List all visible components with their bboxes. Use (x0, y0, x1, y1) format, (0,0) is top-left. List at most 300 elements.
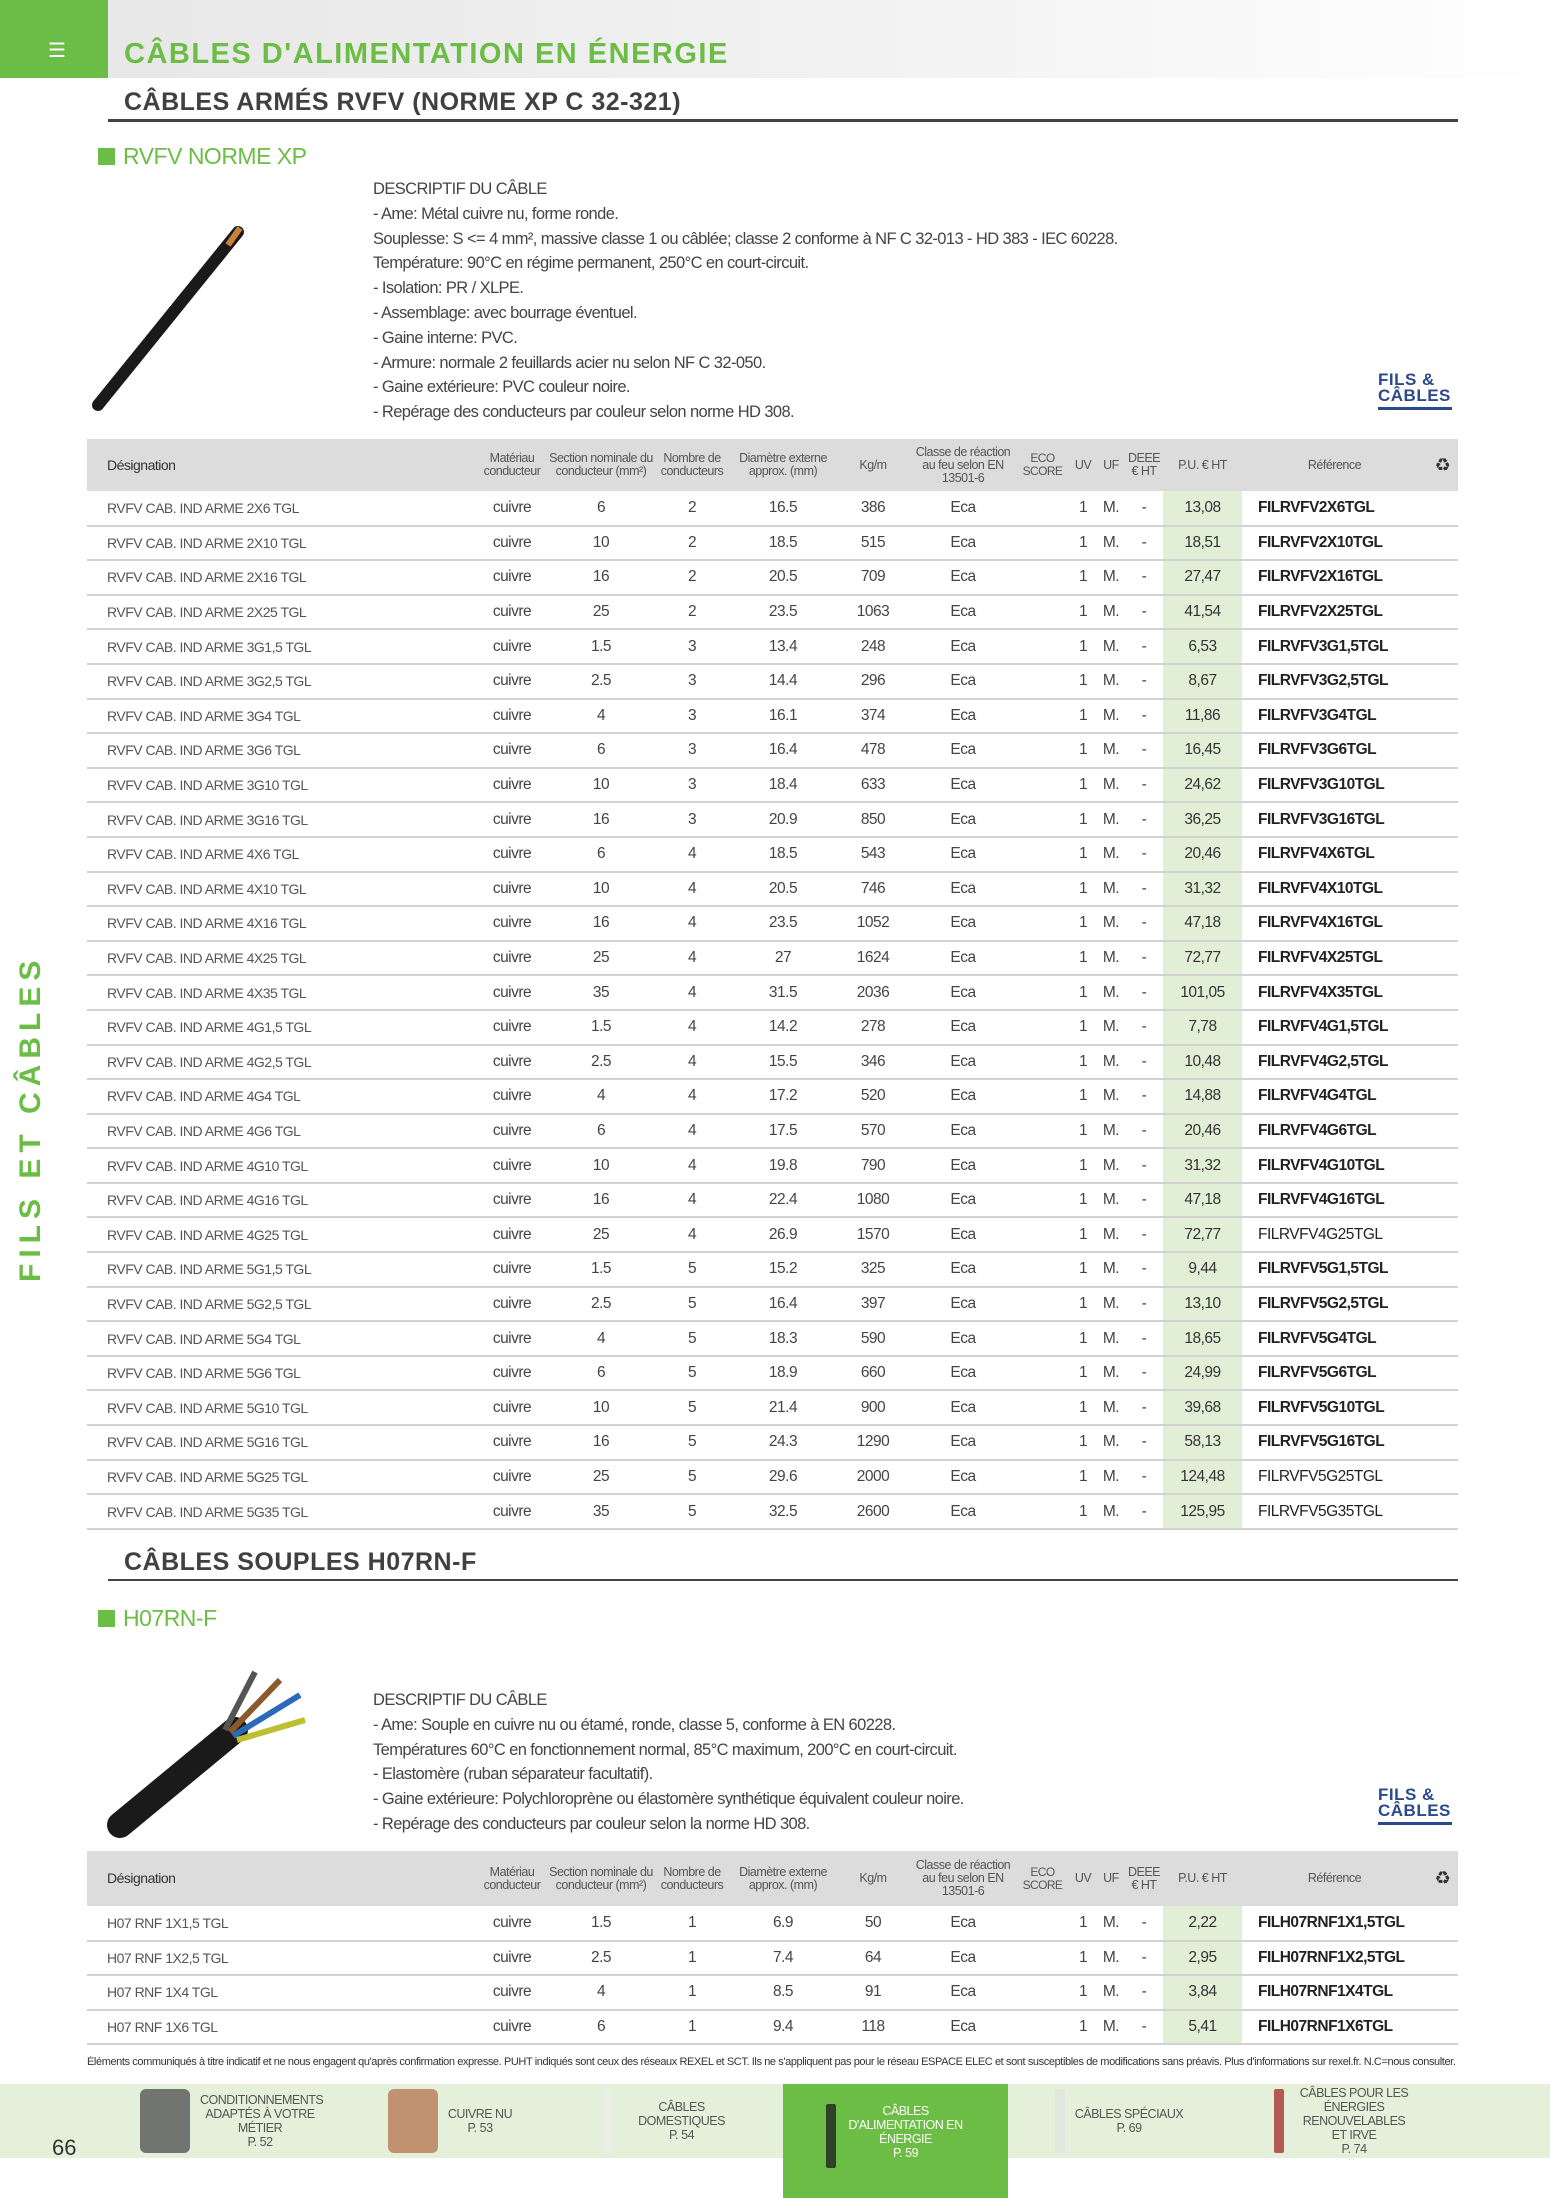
cell-uv: 1 (1069, 1079, 1097, 1114)
menu-block[interactable] (0, 0, 108, 78)
table-row[interactable] (87, 768, 1458, 803)
cell-uv: 1 (1069, 1287, 1097, 1322)
footer-item-label: CÂBLES D'ALIMENTATION EN ÉNERGIE (848, 2104, 963, 2146)
cell-count: 5 (654, 1356, 730, 1391)
cell-designation: RVFV CAB. IND ARME 3G4 TGL (87, 699, 476, 734)
cell-fire-class: Eca (910, 1183, 1016, 1218)
cell-deee: - (1125, 1425, 1163, 1460)
table-row[interactable] (87, 629, 1458, 664)
cell-deee: - (1125, 1252, 1163, 1287)
table-row[interactable] (87, 1114, 1458, 1149)
table-row[interactable] (87, 837, 1458, 872)
cell-diameter: 23.5 (730, 906, 836, 941)
cell-empty (1427, 1114, 1458, 1149)
cell-diameter: 15.5 (730, 1045, 836, 1080)
cell-weight: 570 (836, 1114, 910, 1149)
cell-designation: RVFV CAB. IND ARME 4X35 TGL (87, 975, 476, 1010)
description-line: - Ame: Souple en cuivre nu ou étamé, ronde, classe 5, conforme à EN 60228. (373, 1715, 896, 1734)
table-row[interactable] (87, 1390, 1458, 1425)
cell-price: 24,99 (1163, 1356, 1242, 1391)
table-row[interactable] (87, 2010, 1458, 2045)
cell-price: 9,44 (1163, 1252, 1242, 1287)
cell-weight: 325 (836, 1252, 910, 1287)
footer-item-thumbnail (826, 2104, 836, 2168)
cell-uf: M. (1097, 560, 1125, 595)
cell-uv: 1 (1069, 2010, 1097, 2045)
cell-count: 5 (654, 1425, 730, 1460)
cell-reference[interactable]: FILH07RNF1X2,5TGL (1242, 1941, 1427, 1976)
cell-reference[interactable]: FILRVFV3G16TGL (1242, 802, 1427, 837)
cell-reference[interactable]: FILRVFV5G35TGL (1242, 1494, 1427, 1529)
table-row[interactable] (87, 560, 1458, 595)
table-row[interactable] (87, 526, 1458, 561)
cable-icon: ☰ (48, 40, 66, 62)
cell-uv: 1 (1069, 1252, 1097, 1287)
cell-deee: - (1125, 906, 1163, 941)
description-line: - Gaine extérieure: Polychloroprène ou élastomère synthétique équivalent couleur noire. (373, 1790, 964, 1809)
cell-diameter: 14.4 (730, 664, 836, 699)
cell-weight: 660 (836, 1356, 910, 1391)
cell-section: 6 (548, 2010, 654, 2045)
cell-material: cuivre (476, 1148, 548, 1183)
cell-count: 4 (654, 1010, 730, 1045)
cell-reference[interactable]: FILRVFV3G10TGL (1242, 768, 1427, 803)
disclaimer: Éléments communiqués à titre indicatif et ne nous engagent qu'après confirmation expresse. PUHT indiqués sont ceux des réseaux REXEL et SCT. Ils ne s'appliquent pas pour le réseau ESPACE ELEC et sont susceptibles de modifications sans préavis. Plus d'informations sur rexel.fr. N.C=nous consulter. (87, 2056, 1456, 2068)
cell-material: cuivre (476, 802, 548, 837)
cell-diameter: 13.4 (730, 629, 836, 664)
cell-material: cuivre (476, 526, 548, 561)
cell-price: 72,77 (1163, 1217, 1242, 1252)
cell-designation: RVFV CAB. IND ARME 2X25 TGL (87, 595, 476, 630)
cell-uv: 1 (1069, 1906, 1097, 1941)
cell-fire-class: Eca (910, 664, 1016, 699)
cell-fire-class: Eca (910, 629, 1016, 664)
table-header (87, 439, 1458, 491)
cell-weight: 790 (836, 1148, 910, 1183)
table-row[interactable] (87, 699, 1458, 734)
cell-uf: M. (1097, 629, 1125, 664)
table-row[interactable] (87, 872, 1458, 907)
cell-diameter: 20.5 (730, 560, 836, 595)
cell-uv: 1 (1069, 906, 1097, 941)
cell-count: 5 (654, 1321, 730, 1356)
cell-diameter: 16.1 (730, 699, 836, 734)
cell-diameter: 9.4 (730, 2010, 836, 2045)
table-row[interactable] (87, 1183, 1458, 1218)
cell-eco-score (1016, 1460, 1069, 1495)
cell-count: 5 (654, 1287, 730, 1322)
cell-eco-score (1016, 1217, 1069, 1252)
cell-price: 13,08 (1163, 491, 1242, 526)
cell-eco-score (1016, 906, 1069, 941)
footer-item-text (622, 2100, 742, 2142)
cell-count: 2 (654, 526, 730, 561)
cell-section: 16 (548, 1425, 654, 1460)
cell-price: 2,95 (1163, 1941, 1242, 1976)
section2-heading: CÂBLES SOUPLES H07RN-F (124, 1548, 477, 1576)
column-header-diameter: Diamètre externe approx. (mm) (730, 439, 836, 491)
footer-item-text (200, 2093, 324, 2149)
cell-weight: 1570 (836, 1217, 910, 1252)
table-row[interactable] (87, 1356, 1458, 1391)
cell-eco-score (1016, 699, 1069, 734)
cell-price: 6,53 (1163, 629, 1242, 664)
column-header-price: P.U. € HT (1163, 439, 1242, 491)
cell-section: 4 (548, 1975, 654, 2010)
table-row[interactable] (87, 1217, 1458, 1252)
cell-section: 4 (548, 1321, 654, 1356)
cell-uv: 1 (1069, 491, 1097, 526)
cell-reference[interactable]: FILRVFV3G2,5TGL (1242, 664, 1427, 699)
cell-weight: 397 (836, 1287, 910, 1322)
cell-designation: RVFV CAB. IND ARME 4X16 TGL (87, 906, 476, 941)
cell-count: 2 (654, 491, 730, 526)
cell-reference[interactable]: FILRVFV4X25TGL (1242, 941, 1427, 976)
table-row[interactable] (87, 1494, 1458, 1529)
cell-price: 8,67 (1163, 664, 1242, 699)
cell-reference[interactable]: FILRVFV4G16TGL (1242, 1183, 1427, 1218)
cell-uv: 1 (1069, 664, 1097, 699)
cell-section: 1.5 (548, 629, 654, 664)
column-header-count: Nombre de conducteurs (654, 439, 730, 491)
cell-deee: - (1125, 664, 1163, 699)
table-row[interactable] (87, 491, 1458, 526)
cell-fire-class: Eca (910, 1390, 1016, 1425)
cell-deee: - (1125, 1183, 1163, 1218)
cell-material: cuivre (476, 733, 548, 768)
cell-diameter: 26.9 (730, 1217, 836, 1252)
column-header-material: Matériau conducteur (476, 1851, 548, 1906)
cell-designation: RVFV CAB. IND ARME 5G2,5 TGL (87, 1287, 476, 1322)
cell-fire-class: Eca (910, 1045, 1016, 1080)
cell-count: 2 (654, 560, 730, 595)
cell-uf: M. (1097, 1494, 1125, 1529)
cell-diameter: 16.5 (730, 491, 836, 526)
cell-reference[interactable]: FILRVFV4G6TGL (1242, 1114, 1427, 1149)
cell-empty (1427, 1425, 1458, 1460)
cell-uv: 1 (1069, 941, 1097, 976)
cell-uv: 1 (1069, 1217, 1097, 1252)
cell-section: 35 (548, 975, 654, 1010)
cell-diameter: 31.5 (730, 975, 836, 1010)
cell-eco-score (1016, 1941, 1069, 1976)
cell-material: cuivre (476, 1460, 548, 1495)
table-row[interactable] (87, 1079, 1458, 1114)
cell-diameter: 8.5 (730, 1975, 836, 2010)
cell-weight: 346 (836, 1045, 910, 1080)
table-row[interactable] (87, 802, 1458, 837)
cell-deee: - (1125, 1460, 1163, 1495)
cell-weight: 2000 (836, 1460, 910, 1495)
column-header-uv: UV (1069, 439, 1097, 491)
cell-uv: 1 (1069, 1010, 1097, 1045)
cell-reference[interactable]: FILRVFV4X6TGL (1242, 837, 1427, 872)
table-row[interactable] (87, 1287, 1458, 1322)
footer-item-label: CÂBLES POUR LES ÉNERGIES RENOUVELABLES ET IRVE (1299, 2086, 1409, 2142)
cell-uf: M. (1097, 975, 1125, 1010)
column-header-section: Section nominale du conducteur (mm²) (548, 1851, 654, 1906)
cell-reference[interactable]: FILRVFV3G6TGL (1242, 733, 1427, 768)
cell-reference[interactable]: FILRVFV5G2,5TGL (1242, 1287, 1427, 1322)
cell-weight: 633 (836, 768, 910, 803)
cell-reference[interactable]: FILH07RNF1X1,5TGL (1242, 1906, 1427, 1941)
description-line: - Ame: Métal cuivre nu, forme ronde. (373, 204, 619, 223)
cell-count: 4 (654, 837, 730, 872)
footer-nav-item[interactable] (1008, 2084, 1230, 2158)
cell-uf: M. (1097, 491, 1125, 526)
cell-section: 16 (548, 802, 654, 837)
cell-uf: M. (1097, 1079, 1125, 1114)
cell-designation: RVFV CAB. IND ARME 4X6 TGL (87, 837, 476, 872)
cell-count: 3 (654, 733, 730, 768)
cell-reference[interactable]: FILRVFV4G4TGL (1242, 1079, 1427, 1114)
cell-empty (1427, 802, 1458, 837)
table-row[interactable] (87, 906, 1458, 941)
cell-diameter: 24.3 (730, 1425, 836, 1460)
column-header-fire-class: Classe de réaction au feu selon EN 13501-6 (910, 1851, 1016, 1906)
cell-designation: RVFV CAB. IND ARME 2X16 TGL (87, 560, 476, 595)
cell-diameter: 21.4 (730, 1390, 836, 1425)
cell-deee: - (1125, 1494, 1163, 1529)
description-line: DESCRIPTIF DU CÂBLE (373, 1691, 547, 1709)
cell-fire-class: Eca (910, 1217, 1016, 1252)
cell-empty (1427, 837, 1458, 872)
cell-uf: M. (1097, 1390, 1125, 1425)
cell-reference[interactable]: FILRVFV4G25TGL (1242, 1217, 1427, 1252)
footer-item-label: CÂBLES SPÉCIAUX (1074, 2107, 1184, 2121)
cell-diameter: 17.2 (730, 1079, 836, 1114)
cell-designation: RVFV CAB. IND ARME 4G16 TGL (87, 1183, 476, 1218)
section1-subheading (98, 143, 307, 170)
cell-empty (1427, 768, 1458, 803)
cell-designation: RVFV CAB. IND ARME 5G25 TGL (87, 1460, 476, 1495)
cell-fire-class: Eca (910, 1941, 1016, 1976)
cell-reference[interactable]: FILRVFV4G1,5TGL (1242, 1010, 1427, 1045)
cell-price: 31,32 (1163, 872, 1242, 907)
column-header-uv: UV (1069, 1851, 1097, 1906)
cell-deee: - (1125, 872, 1163, 907)
cell-designation: RVFV CAB. IND ARME 5G6 TGL (87, 1356, 476, 1391)
cell-empty (1427, 1045, 1458, 1080)
cell-eco-score (1016, 1114, 1069, 1149)
cell-deee: - (1125, 1975, 1163, 2010)
cell-reference[interactable]: FILRVFV3G4TGL (1242, 699, 1427, 734)
cell-fire-class: Eca (910, 1010, 1016, 1045)
cell-reference[interactable]: FILRVFV5G6TGL (1242, 1356, 1427, 1391)
cell-section: 16 (548, 1183, 654, 1218)
table-row[interactable] (87, 595, 1458, 630)
cell-reference[interactable]: FILRVFV5G25TGL (1242, 1460, 1427, 1495)
cell-fire-class: Eca (910, 1079, 1016, 1114)
cell-eco-score (1016, 768, 1069, 803)
cell-empty (1427, 1321, 1458, 1356)
cell-fire-class: Eca (910, 802, 1016, 837)
footer-item-label: CUIVRE NU (447, 2107, 513, 2121)
column-header-fire-class: Classe de réaction au feu selon EN 13501-6 (910, 439, 1016, 491)
table-header (87, 1851, 1458, 1906)
footer-item-label: CONDITIONNEMENTS ADAPTÉS À VOTRE MÉTIER (200, 2093, 324, 2135)
cell-weight: 478 (836, 733, 910, 768)
column-header-eco-score: ECO SCORE (1016, 1851, 1069, 1906)
cell-section: 35 (548, 1494, 654, 1529)
cell-section: 25 (548, 1460, 654, 1495)
table-row[interactable] (87, 1906, 1458, 1941)
description-line: - Repérage des conducteurs par couleur selon norme HD 308. (373, 403, 795, 422)
column-header-weight: Kg/m (836, 439, 910, 491)
cell-designation: RVFV CAB. IND ARME 5G4 TGL (87, 1321, 476, 1356)
cell-section: 1.5 (548, 1906, 654, 1941)
page-title: CÂBLES D'ALIMENTATION EN ÉNERGIE (124, 38, 729, 70)
cell-eco-score (1016, 1975, 1069, 2010)
cell-reference[interactable]: FILRVFV5G10TGL (1242, 1390, 1427, 1425)
table-row[interactable] (87, 941, 1458, 976)
cell-weight: 515 (836, 526, 910, 561)
subheading-text: H07RN-F (123, 1605, 217, 1631)
cell-fire-class: Eca (910, 1975, 1016, 2010)
cell-material: cuivre (476, 1321, 548, 1356)
cell-reference[interactable]: FILRVFV5G1,5TGL (1242, 1252, 1427, 1287)
cell-material: cuivre (476, 560, 548, 595)
table-row[interactable] (87, 1148, 1458, 1183)
cell-deee: - (1125, 733, 1163, 768)
table-row[interactable] (87, 1321, 1458, 1356)
cell-empty (1427, 1356, 1458, 1391)
cell-diameter: 22.4 (730, 1183, 836, 1218)
table-row[interactable] (87, 733, 1458, 768)
cell-fire-class: Eca (910, 491, 1016, 526)
cell-reference[interactable]: FILRVFV5G4TGL (1242, 1321, 1427, 1356)
cell-weight: 709 (836, 560, 910, 595)
cell-eco-score (1016, 733, 1069, 768)
cell-section: 10 (548, 1390, 654, 1425)
cell-deee: - (1125, 1045, 1163, 1080)
description-line: - Assemblage: avec bourrage éventuel. (373, 303, 637, 322)
cell-designation: RVFV CAB. IND ARME 3G16 TGL (87, 802, 476, 837)
cell-reference[interactable]: FILRVFV4X16TGL (1242, 906, 1427, 941)
footer-item-text (448, 2107, 512, 2135)
cell-section: 6 (548, 733, 654, 768)
cell-reference[interactable]: FILRVFV4X35TGL (1242, 975, 1427, 1010)
cell-price: 16,45 (1163, 733, 1242, 768)
cell-fire-class: Eca (910, 1356, 1016, 1391)
cell-diameter: 6.9 (730, 1906, 836, 1941)
cell-count: 4 (654, 941, 730, 976)
cell-material: cuivre (476, 975, 548, 1010)
recycle-icon: ♻ (1427, 1851, 1458, 1906)
cell-reference[interactable]: FILH07RNF1X6TGL (1242, 2010, 1427, 2045)
table-row[interactable] (87, 664, 1458, 699)
cell-diameter: 19.8 (730, 1148, 836, 1183)
cell-deee: - (1125, 1356, 1163, 1391)
cell-material: cuivre (476, 837, 548, 872)
cell-empty (1427, 1460, 1458, 1495)
cell-reference[interactable]: FILRVFV2X10TGL (1242, 526, 1427, 561)
cable-image-h07rnf (105, 1660, 325, 1840)
cell-designation: RVFV CAB. IND ARME 5G35 TGL (87, 1494, 476, 1529)
cell-price: 18,65 (1163, 1321, 1242, 1356)
cell-weight: 374 (836, 699, 910, 734)
cell-uf: M. (1097, 906, 1125, 941)
description-line: DESCRIPTIF DU CÂBLE (373, 180, 547, 198)
cell-reference[interactable]: FILRVFV5G16TGL (1242, 1425, 1427, 1460)
cell-uv: 1 (1069, 629, 1097, 664)
cell-section: 2.5 (548, 1045, 654, 1080)
cell-count: 1 (654, 1975, 730, 2010)
cell-uv: 1 (1069, 1114, 1097, 1149)
cell-designation: RVFV CAB. IND ARME 4X25 TGL (87, 941, 476, 976)
cell-section: 10 (548, 872, 654, 907)
table-row[interactable] (87, 1010, 1458, 1045)
footer-nav-item[interactable] (120, 2084, 340, 2158)
footer-nav-item[interactable] (560, 2084, 783, 2158)
cell-diameter: 15.2 (730, 1252, 836, 1287)
cell-weight: 91 (836, 1975, 910, 2010)
cell-eco-score (1016, 1045, 1069, 1080)
table-row[interactable] (87, 1425, 1458, 1460)
cell-reference[interactable]: FILRVFV2X25TGL (1242, 595, 1427, 630)
cell-uv: 1 (1069, 837, 1097, 872)
table-row[interactable] (87, 1975, 1458, 2010)
footer-item-page: P. 53 (467, 2121, 493, 2135)
cell-designation: RVFV CAB. IND ARME 2X6 TGL (87, 491, 476, 526)
footer-nav-item[interactable] (783, 2084, 1008, 2198)
cell-diameter: 20.5 (730, 872, 836, 907)
cell-weight: 1290 (836, 1425, 910, 1460)
cell-reference[interactable]: FILRVFV2X6TGL (1242, 491, 1427, 526)
cell-fire-class: Eca (910, 1148, 1016, 1183)
cell-weight: 118 (836, 2010, 910, 2045)
cell-deee: - (1125, 1941, 1163, 1976)
description-line: Température: 90°C en régime permanent, 250°C en court-circuit. (373, 254, 809, 273)
cell-reference[interactable]: FILRVFV4G2,5TGL (1242, 1045, 1427, 1080)
footer-item-thumbnail (388, 2089, 438, 2153)
cell-eco-score (1016, 664, 1069, 699)
cell-empty (1427, 560, 1458, 595)
cell-diameter: 27 (730, 941, 836, 976)
cell-diameter: 20.9 (730, 802, 836, 837)
table-row[interactable] (87, 1252, 1458, 1287)
table-row[interactable] (87, 975, 1458, 1010)
cell-section: 4 (548, 699, 654, 734)
table-row[interactable] (87, 1460, 1458, 1495)
cell-price: 72,77 (1163, 941, 1242, 976)
cell-empty (1427, 941, 1458, 976)
cell-deee: - (1125, 560, 1163, 595)
cell-material: cuivre (476, 872, 548, 907)
cell-material: cuivre (476, 1252, 548, 1287)
cell-reference[interactable]: FILRVFV4G10TGL (1242, 1148, 1427, 1183)
footer-nav-item[interactable] (1230, 2084, 1458, 2158)
cell-section: 25 (548, 595, 654, 630)
divider (108, 1579, 1458, 1581)
cell-diameter: 32.5 (730, 1494, 836, 1529)
cell-section: 4 (548, 1079, 654, 1114)
cell-reference[interactable]: FILH07RNF1X4TGL (1242, 1975, 1427, 2010)
cell-eco-score (1016, 1321, 1069, 1356)
cell-fire-class: Eca (910, 595, 1016, 630)
table-row[interactable] (87, 1941, 1458, 1976)
cell-reference[interactable]: FILRVFV4X10TGL (1242, 872, 1427, 907)
cell-deee: - (1125, 768, 1163, 803)
table-row[interactable] (87, 1045, 1458, 1080)
cell-empty (1427, 1217, 1458, 1252)
cell-reference[interactable]: FILRVFV3G1,5TGL (1242, 629, 1427, 664)
footer-nav-item[interactable] (340, 2084, 560, 2158)
cell-count: 4 (654, 1079, 730, 1114)
cell-fire-class: Eca (910, 1252, 1016, 1287)
cell-reference[interactable]: FILRVFV2X16TGL (1242, 560, 1427, 595)
cell-diameter: 18.4 (730, 768, 836, 803)
